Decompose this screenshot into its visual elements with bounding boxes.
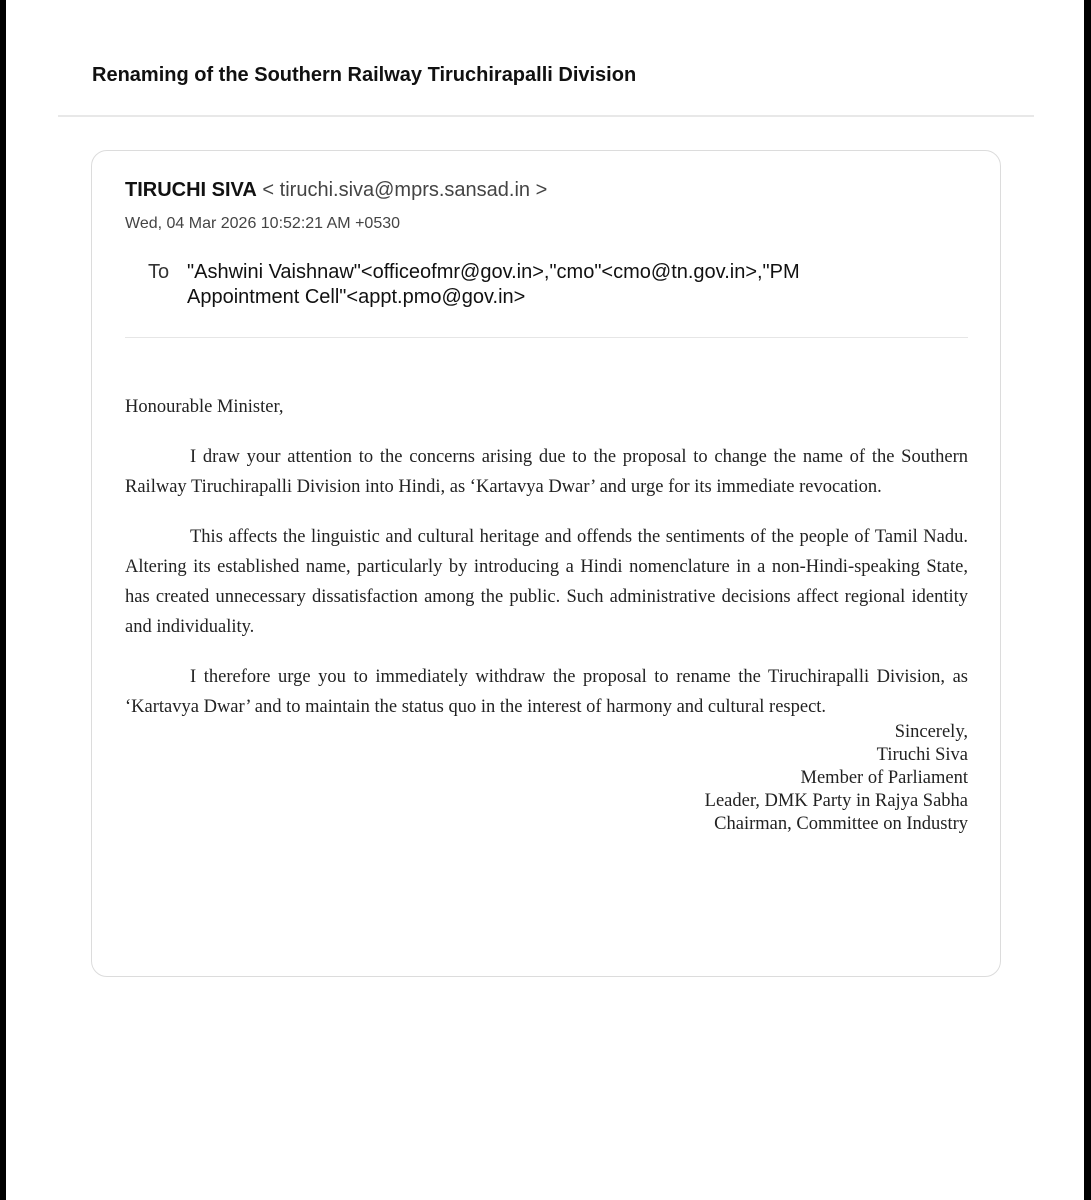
signature-title: Chairman, Committee on Industry: [714, 814, 968, 834]
sender-line: [125, 179, 547, 202]
header-divider: [125, 337, 968, 338]
letter-body: [125, 392, 968, 836]
signature-name: Tiruchi Siva: [876, 745, 968, 765]
sender-email[interactable]: < tiruchi.siva@mprs.sansad.in >: [262, 179, 548, 201]
letter-paragraph: I draw your attention to the concerns arising due to the proposal to change the name of the Southern Railway Tiruchirapalli Division into Hindi, as ‘Kartavya Dwar’ and urge for its immediate revocation.: [125, 447, 968, 497]
email-subject: Renaming of the Southern Railway Tiruchirapalli Division: [92, 64, 637, 86]
message-date: Wed, 04 Mar 2026 10:52:21 AM +0530: [125, 215, 401, 232]
email-page: [6, 0, 1084, 1200]
letter-salutation: Honourable Minister,: [125, 397, 284, 417]
signature-title: Member of Parliament: [800, 768, 968, 788]
signature-closing: Sincerely,: [894, 722, 968, 742]
message-card: [91, 150, 1001, 977]
recipients-list[interactable]: "Ashwini Vaishnaw"<officeofmr@gov.in>,"cmo"<cmo@tn.gov.in>,"PM Appointment Cell"<appt.pmo@gov.in>: [187, 261, 800, 308]
letter-paragraph: I therefore urge you to immediately withdraw the proposal to rename the Tiruchirapalli Division, as ‘Kartavya Dwar’ and to maintain the status quo in the interest of harmony and cultural respect.: [125, 667, 968, 717]
signature-block: [125, 721, 968, 836]
sender-name[interactable]: TIRUCHI SIVA: [125, 179, 257, 201]
letter-paragraph: This affects the linguistic and cultural heritage and offends the sentiments of the people of Tamil Nadu. Altering its established name, particularly by introducing a Hindi nomenclature in a non-Hindi-speaking State, has created unnecessary dissatisfaction among the public. Such administrative decisions affect regional identity and individuality.: [125, 527, 968, 637]
to-label: To: [148, 261, 170, 283]
signature-title: Leader, DMK Party in Rajya Sabha: [704, 791, 968, 811]
subject-divider: [58, 115, 1034, 117]
